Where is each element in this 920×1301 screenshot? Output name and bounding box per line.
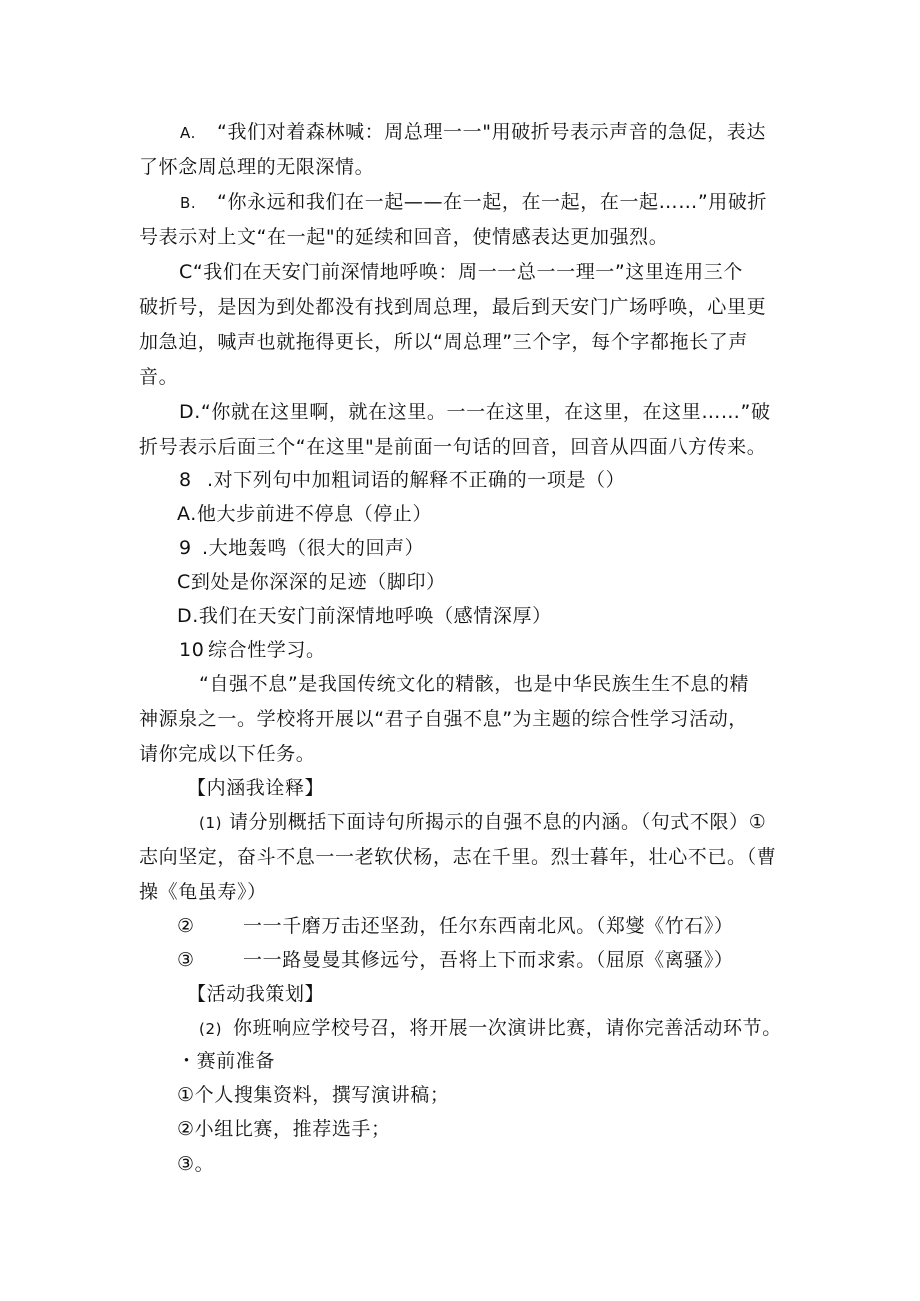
option-b-marker: B. — [180, 194, 197, 212]
task-1-line-1: 请分别概括下面诗句所揭示的自强不息的内涵。（句式不限）① — [229, 811, 767, 833]
option-d-line-2: 折号表示后面三个“在这里"是前面一句话的回音，回音从四面八方传来。 — [139, 436, 767, 458]
option-a-line-2: 了怀念周总理的无限深情。 — [139, 156, 375, 178]
poem-3-text: 一一路曼曼其修远兮，吾将上下而求索。（屈原《离骚》） — [243, 949, 734, 971]
prep-title: ・赛前准备 — [177, 1050, 276, 1072]
section-heading-planning: 【活动我策划】 — [187, 983, 325, 1005]
task-1-line-2: 志向坚定，奋斗不息一一老软伏杨，志在千里。烈士暮年，壮心不已。（曹 — [139, 846, 777, 868]
question-10-number: 10 — [179, 639, 205, 661]
option-c-line-2: 破折号，是因为到处都没有找到周总理，最后到天安门广场呼唤，心里更 — [139, 296, 767, 318]
task-2-text: 你班响应学校号召，将开展一次演讲比赛，请你完善活动环节。 — [233, 1017, 782, 1039]
poem-2-marker: ② — [177, 915, 195, 937]
task-1-line-3: 操《龟虽寿》） — [139, 881, 267, 903]
item-d: D.我们在天安门前深情地呼唤（感情深厚） — [177, 605, 552, 627]
option-c-line-3: 加急迫，喊声也就拖得更长，所以“周总理”三个字，每个字都拖长了声 — [139, 331, 748, 353]
prep-item-1: ①个人搜集资料，撰写演讲稿； — [177, 1084, 450, 1106]
question-9-text: .大地轰鸣（很大的回声） — [202, 537, 425, 559]
question-8-option-a: A.他大步前进不停息（停止） — [177, 503, 433, 525]
task-1-label: (1) — [199, 814, 223, 832]
poem-2-text: 一一千磨万击还坚劲，任尔东西南北风。（郑燮《竹石》） — [243, 915, 734, 937]
question-10-title: 综合性学习。 — [208, 639, 326, 661]
poem-3-marker: ③ — [177, 949, 195, 971]
option-b-line-2: 号表示对上文“在一起"的延续和回音，使情感表达更加强烈。 — [139, 226, 669, 248]
question-8-title: .对下列句中加粗词语的解释不正确的一项是（） — [207, 469, 626, 491]
intro-line-3: 请你完成以下任务。 — [139, 743, 316, 765]
intro-line-2: 神源泉之一。学校将开展以“君子自强不息”为主题的综合性学习活动， — [139, 708, 748, 730]
intro-line-1: “自强不息”是我国传统文化的精骸，也是中华民族生生不息的精 — [199, 673, 750, 695]
question-8-number: 8 — [179, 469, 192, 491]
option-c-line-1: C“我们在天安门前深情地呼唤：周一一总一一理一”这里连用三个 — [179, 261, 743, 283]
option-d-line-1: D.“你就在这里啊，就在这里。一一在这里，在这里，在这里……”破 — [179, 401, 771, 423]
prep-item-2: ②小组比赛，推荐选手； — [177, 1118, 391, 1140]
option-c-line-4: 音。 — [139, 366, 179, 388]
option-a-marker: A. — [180, 124, 196, 142]
section-heading-meaning: 【内涵我诠释】 — [187, 777, 325, 799]
prep-item-3: ③。 — [177, 1153, 215, 1175]
item-c: C到处是你深深的足迹（脚印） — [177, 571, 446, 593]
option-a-line-1: “我们对着森林喊：周总理一一"用破折号表示声音的急促，表达 — [217, 121, 766, 143]
option-b-line-1: “你永远和我们在一起——在一起，在一起，在一起……”用破折 — [217, 191, 768, 213]
task-2-label: (2) — [199, 1020, 223, 1038]
question-9-number: 9 — [179, 537, 192, 559]
